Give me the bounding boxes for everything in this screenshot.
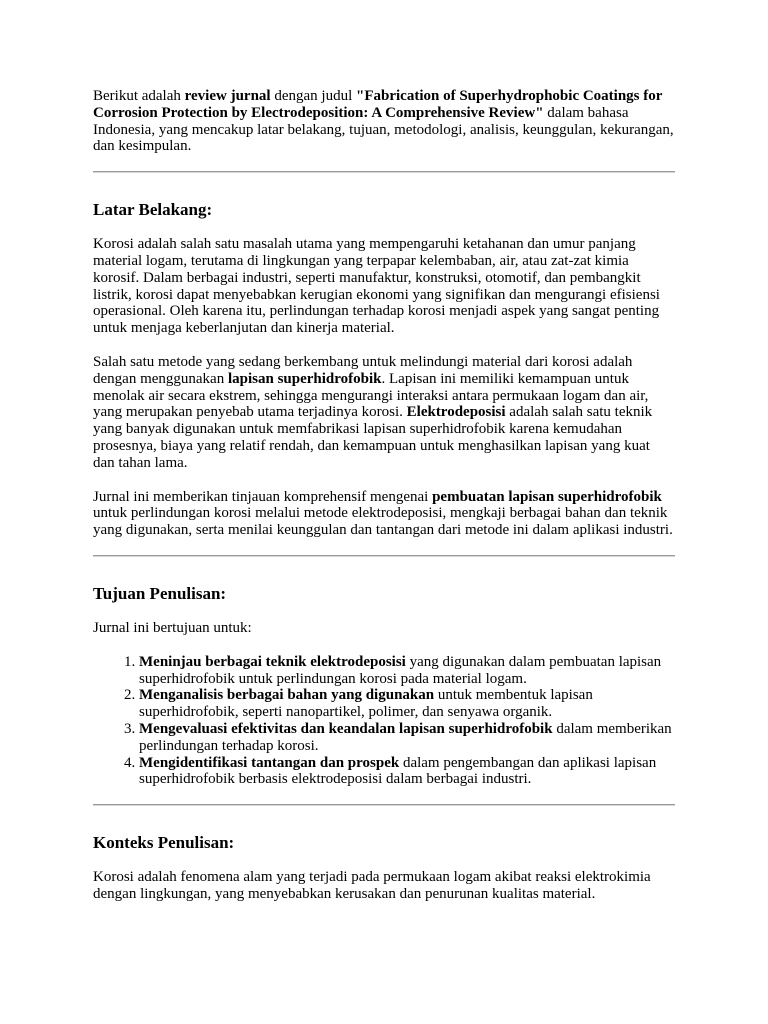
- list-item-text: dalam memberikan perlindungan terhadap korosi.: [139, 720, 672, 754]
- tujuan-lead: Jurnal ini bertujuan untuk:: [93, 619, 252, 636]
- list-item-bold: Meninjau berbagai teknik elektrodeposisi: [139, 653, 406, 670]
- document-page: [93, 88, 675, 920]
- list-item-bold: Menganalisis berbagai bahan yang digunakan: [139, 687, 435, 704]
- latar-p3-text-2: untuk perlindungan korosi melalui metode elektrodeposisi, mengkaji berbagai bahan dan teknik yang digunakan, serta menilai keunggulan dan tantangan dari metode ini dalam aplikasi industri.: [93, 505, 673, 539]
- list-item-text: untuk membentuk lapisan superhidrofobik, seperti nanopartikel, polimer, dan senyawa organik.: [139, 687, 593, 721]
- intro-paragraph: [93, 88, 675, 155]
- latar-p2-bold-2: Elektrodeposisi: [406, 404, 506, 421]
- latar-p2-text-1: Salah satu metode yang sedang berkembang untuk melindungi material dari korosi adalah dengan menggunakan: [93, 353, 633, 387]
- heading-konteks-penulisan: Konteks Penulisan:: [93, 833, 235, 853]
- latar-p2-text-3: adalah salah satu teknik yang banyak digunakan untuk memfabrikasi lapisan superhidrofobik karena kemudahan prosesnya, biaya yang relatif rendah, dan kemampuan untuk menghasilkan lapisan yang kuat dan tahan lama.: [93, 404, 653, 471]
- intro-bold-title: "Fabrication of Superhydrophobic Coatings for Corrosion Protection by Electrodeposition: A Comprehensive Review": [93, 88, 663, 121]
- heading-tujuan-penulisan: Tujuan Penulisan:: [93, 583, 227, 603]
- intro-text-1: Berikut adalah: [93, 88, 185, 104]
- latar-p3-text-1: Jurnal ini memberikan tinjauan komprehensif mengenai: [93, 488, 433, 505]
- list-item-text: dalam pengembangan dan aplikasi lapisan superhidrofobik berbasis elektrodeposisi dalam berbagai industri.: [139, 754, 657, 788]
- list-item-bold: Mengevaluasi efektivitas dan keandalan lapisan superhidrofobik: [139, 720, 553, 737]
- latar-p3-bold-1: pembuatan lapisan superhidrofobik: [432, 488, 662, 505]
- latar-paragraph-1: Korosi adalah salah satu masalah utama yang mempengaruhi ketahanan dan umur panjang material logam, terutama di lingkungan yang terpapar kelembaban, air, atau zat-zat kimia korosif. Dalam berbagai industri, seperti manufaktur, konstruksi, otomotif, dan pembangkit listrik, korosi dapat menyebabkan kerugian ekonomi yang signifikan dan mengurangi efisiensi operasional. Oleh karena itu, perlindungan terhadap korosi menjadi aspek yang sangat penting untuk menjaga keberlanjutan dan kinerja material.: [93, 236, 660, 337]
- heading-latar-belakang: Latar Belakang:: [93, 200, 213, 220]
- latar-p2-bold-1: lapisan superhidrofobik: [227, 370, 382, 387]
- tujuan-list: [93, 654, 675, 788]
- list-item-bold: Mengidentifikasi tantangan dan prospek: [139, 754, 400, 771]
- intro-text-3: dalam bahasa Indonesia, yang mencakup latar belakang, tujuan, metodologi, analisis, keunggulan, kekurangan, dan kesimpulan.: [93, 104, 674, 155]
- list-item-text: yang digunakan dalam pembuatan lapisan superhidrofobik untuk perlindungan korosi pada material logam.: [139, 653, 662, 687]
- list-item: [139, 755, 675, 789]
- intro-text-2: dengan judul: [270, 88, 357, 104]
- latar-paragraph-3: [93, 489, 675, 539]
- list-item: [139, 687, 675, 721]
- konteks-paragraph-1: Korosi adalah fenomena alam yang terjadi pada permukaan logam akibat reaksi elektrokimia dengan lingkungan, yang menyebabkan kerusakan dan penurunan kualitas material.: [93, 869, 651, 902]
- latar-p2-text-2: . Lapisan ini memiliki kemampuan untuk menolak air secara ekstrem, sehingga mengurangi interaksi antara permukaan logam dan air, yang merupakan penyebab utama terjadinya korosi.: [93, 370, 649, 421]
- list-item: [139, 721, 675, 755]
- list-item: [139, 654, 675, 688]
- intro-bold-review: review jurnal: [184, 88, 271, 104]
- latar-paragraph-2: [93, 354, 675, 472]
